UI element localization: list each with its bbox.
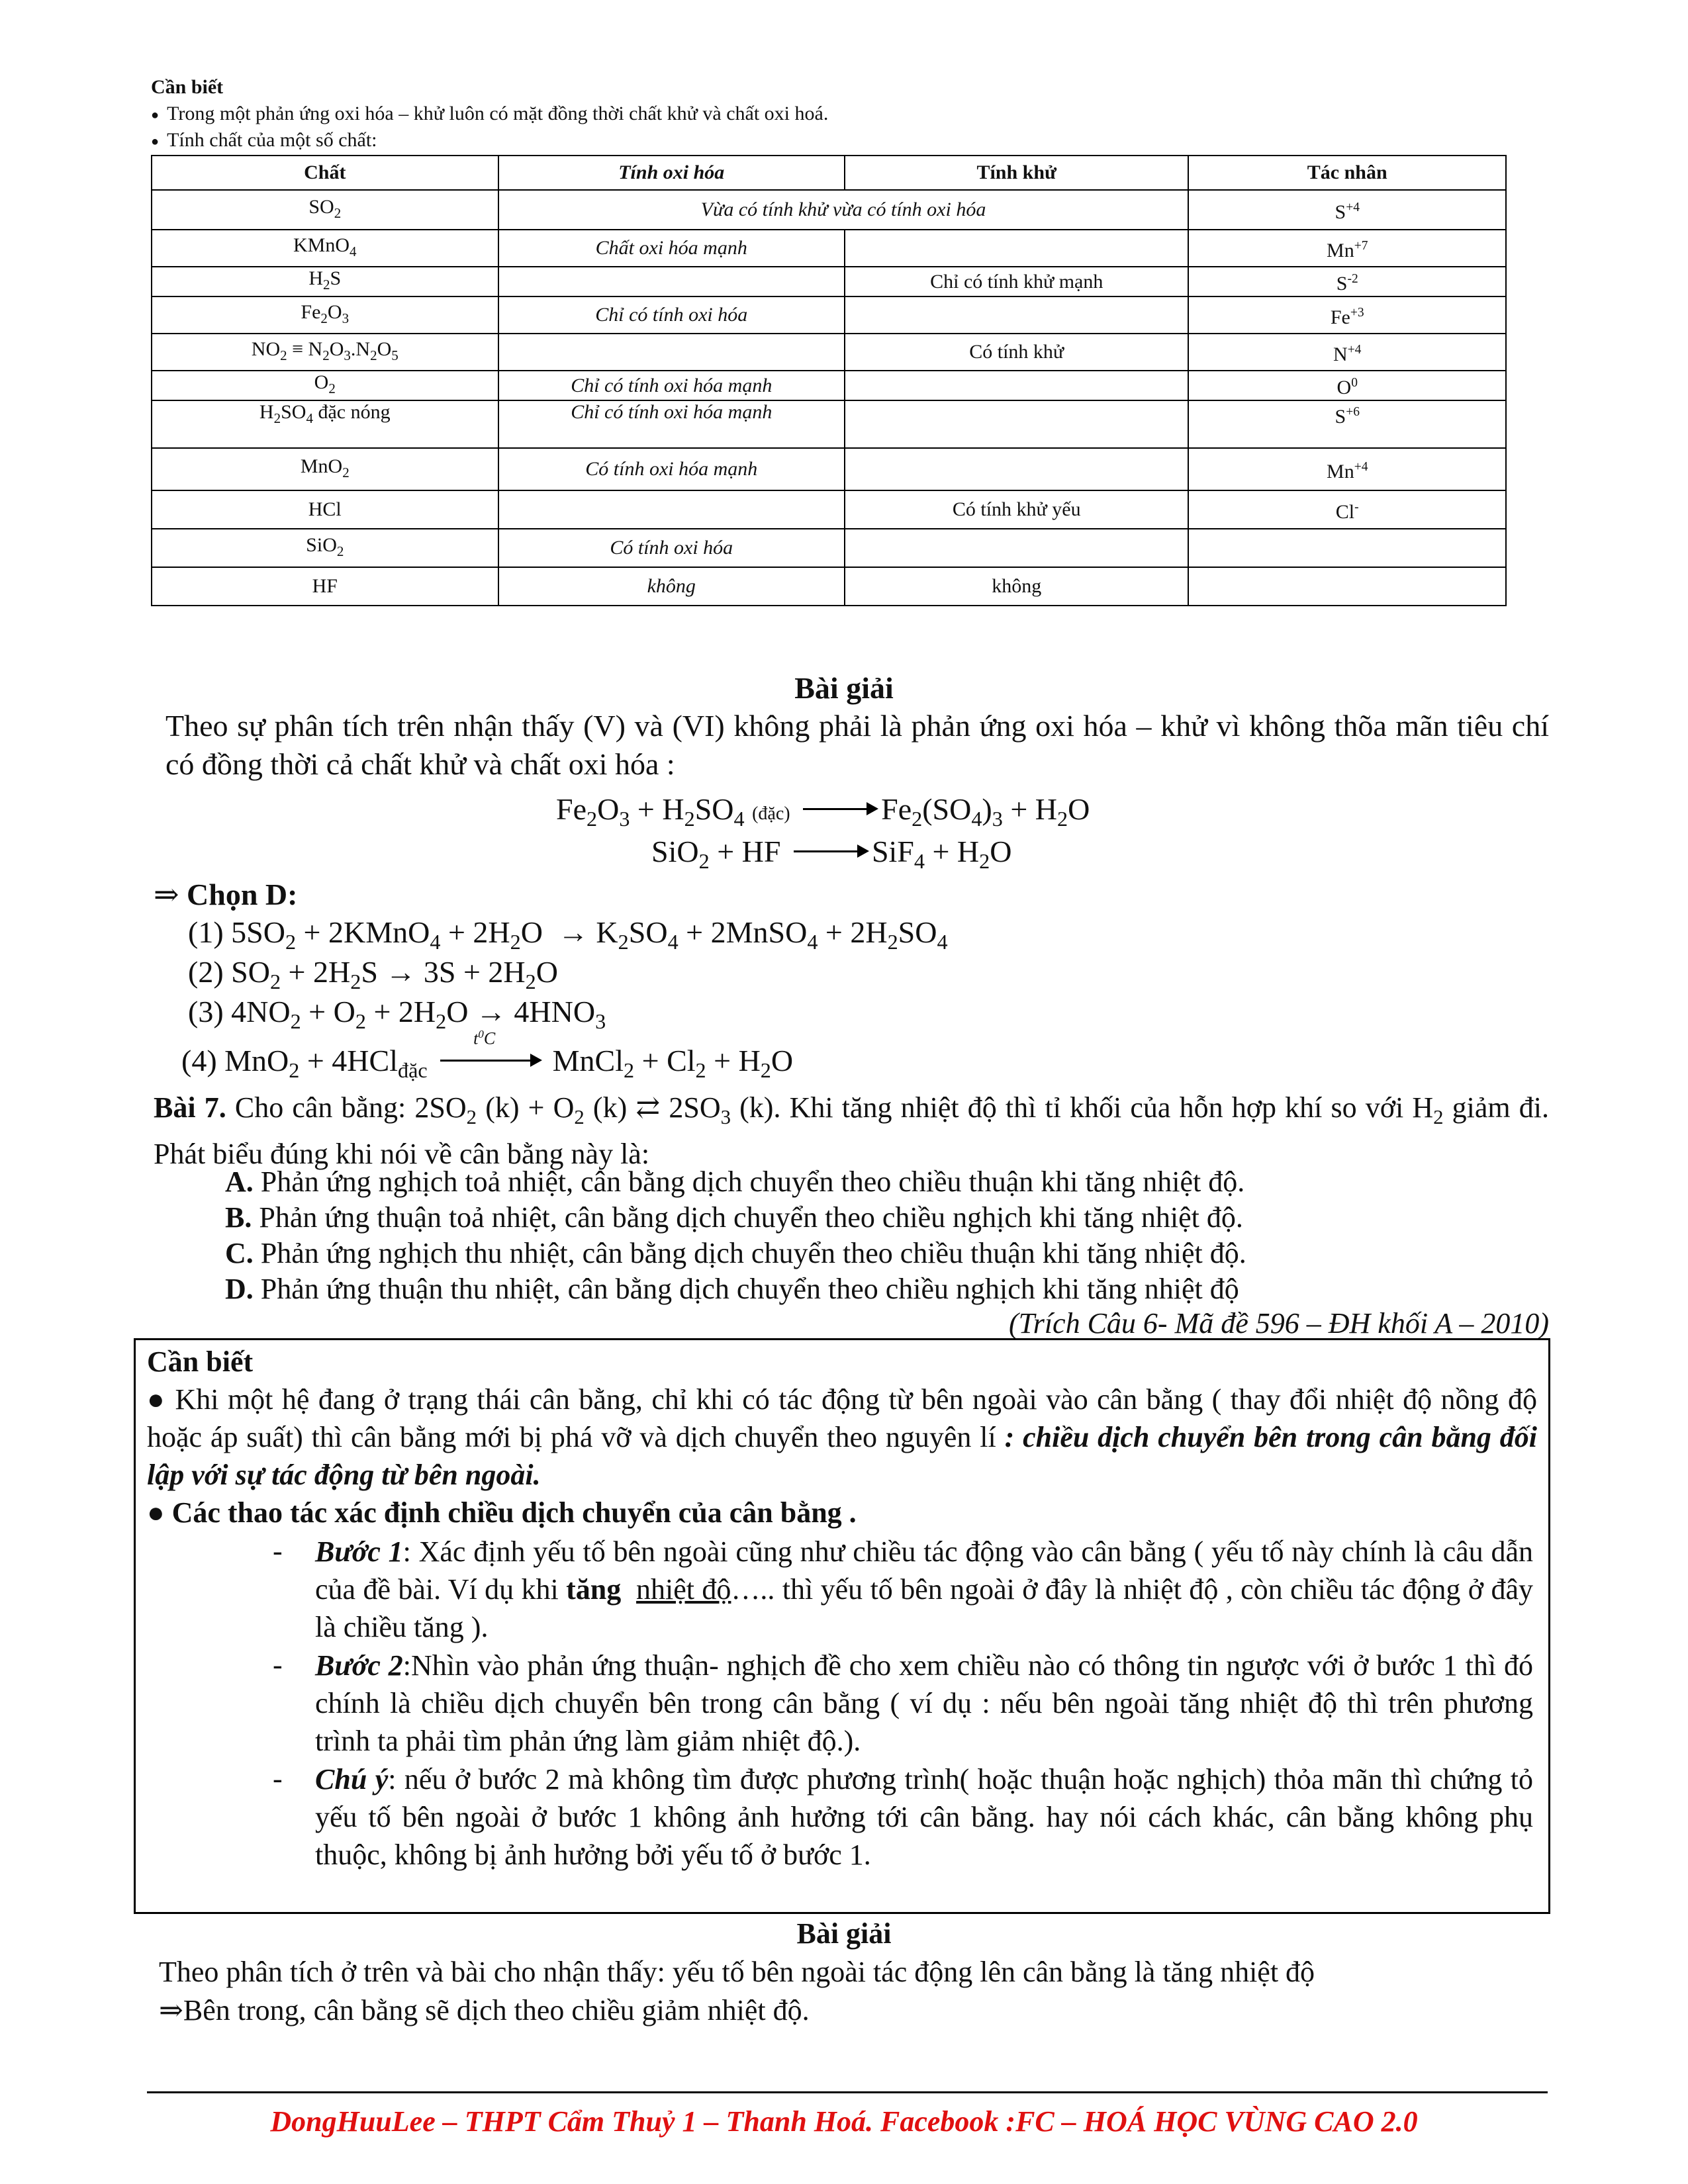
- reaction-4: (4) MnO$_2$ + 4HCl$_{đặc}$ $t^0C$ MnCl$_2$ + $Cl_2 + H_2O$: [181, 1028, 794, 1083]
- option-b[interactable]: B. Phản ứng thuận toả nhiệt, cân bằng dịch chuyển theo chiều nghịch khi tăng nhiệt độ.: [225, 1201, 1243, 1234]
- step1-text: Bước 1: Xác định yếu tố bên ngoài cũng như chiều tác động vào cân bằng ( yếu tố này chính là câu dẫn của đề bài. Ví dụ khi tăng nhiệt độ….. thì yếu tố bên ngoài ở đây là nhiệt độ , còn chiều tác động ở đây là chiều tăng ).: [315, 1535, 1533, 1643]
- cell-tac-nhan: [1188, 529, 1506, 567]
- cell-khu: [845, 529, 1188, 567]
- cell-oxi: [498, 267, 845, 296]
- cell-tac-nhan: $Mn^{+7}$: [1188, 230, 1506, 267]
- cell-oxi: [498, 490, 845, 529]
- cell-chat: HF: [152, 567, 498, 606]
- cell-oxi: Chỉ có tính oxi hóa mạnh: [498, 371, 845, 400]
- table-row: [152, 400, 1506, 448]
- header-tinh-oxi-hoa: Tính oxi hóa: [498, 156, 845, 190]
- can-biet-2-title: Cần biết: [147, 1345, 254, 1378]
- cell-chat: SiO$_2$: [152, 529, 498, 567]
- table-row: [152, 190, 1506, 230]
- cell-khu: [845, 230, 1188, 267]
- table-row: [152, 567, 1506, 606]
- cell-khu: Có tính khử yếu: [845, 490, 1188, 529]
- cell-khu: [845, 296, 1188, 334]
- can-biet-2-p1: ● Khi một hệ đang ở trạng thái cân bằng, chỉ khi có tác động từ bên ngoài vào cân bằng ( thay đổi nhiệt độ nồng độ hoặc áp suất) thì cân bằng mới bị phá vỡ và dịch chuyển theo nguyên lí : chiều dịch chuyển bên trong cân bằng đối lập với sự tác động từ bên ngoài.: [147, 1383, 1538, 1491]
- header-chat: Chất: [152, 156, 498, 190]
- footer-divider: [147, 2091, 1548, 2093]
- cell-oxi: Chỉ có tính oxi hóa mạnh: [498, 400, 845, 448]
- table-header-row: [152, 156, 1506, 190]
- cell-chat: $NO_2 \equiv N_2O_3.N_2O_5$: [152, 334, 498, 371]
- option-d[interactable]: D. Phản ứng thuận thu nhiệt, cân bằng dịch chuyển theo chiều nghịch khi tăng nhiệt độ: [225, 1273, 1239, 1305]
- cell-tac-nhan: [1188, 567, 1506, 606]
- arrow-icon: [440, 1060, 539, 1062]
- cell-chat: HCl: [152, 490, 498, 529]
- cell-chat: KMnO$_4$: [152, 230, 498, 267]
- can-biet-2-p2: ● Các thao tác xác định chiều dịch chuyển của cân bằng .: [147, 1496, 857, 1529]
- table-row: [152, 529, 1506, 567]
- cell-oxi: Chất oxi hóa mạnh: [498, 230, 845, 267]
- bai-giai-2-title: Bài giải: [796, 1917, 892, 1950]
- equation-fe2o3: $Fe_2O_3 + H_2SO_4$ (đặc) $Fe_2(SO_4)_3 + H_2O$: [556, 792, 1090, 831]
- footer-text: DongHuuLee – THPT Cẩm Thuỷ 1 – Thanh Hoá. Facebook :FC – HOÁ HỌC VÙNG CAO 2.0: [270, 2105, 1418, 2138]
- cell-oxi: [498, 334, 845, 371]
- table-row: [152, 230, 1506, 267]
- step2-dash: -: [273, 1649, 283, 1681]
- cell-tac-nhan: $S^{+4}$: [1188, 190, 1506, 230]
- implies-icon: ⇒: [159, 1994, 183, 2026]
- arrow-icon: [794, 850, 867, 852]
- table-row: [152, 371, 1506, 400]
- bai-giai-2-line1: Theo phân tích ở trên và bài cho nhận thấy: yếu tố bên ngoài tác động lên cân bằng là tăng nhiệt độ: [159, 1956, 1315, 1988]
- cell-tac-nhan: $Fe^{+3}$: [1188, 296, 1506, 334]
- cell-khu: không: [845, 567, 1188, 606]
- choose-answer: ⇒ Chọn D:: [154, 878, 298, 911]
- cell-khu: Có tính khử: [845, 334, 1188, 371]
- cell-chat: MnO$_2$: [152, 448, 498, 490]
- cell-tac-nhan: $S^{+6}$: [1188, 400, 1506, 448]
- table-row: [152, 448, 1506, 490]
- step1-dash: -: [273, 1535, 283, 1567]
- table-row: [152, 490, 1506, 529]
- cell-chat: $H_2SO_4$ đặc nóng: [152, 400, 498, 448]
- properties-table: [151, 155, 1507, 606]
- can-biet-title: Cần biết: [151, 76, 224, 98]
- can-biet-line-2: ● Tính chất của một số chất:: [151, 127, 377, 155]
- cell-tac-nhan: $Mn^{+4}$: [1188, 448, 1506, 490]
- cell-tac-nhan: $S^{-2}$: [1188, 267, 1506, 296]
- reaction-3: (3) $4NO_2 + O_2 + 2H_2O \to 4HNO_3$: [188, 995, 606, 1034]
- bai-giai-2-line2: ⇒Bên trong, cân bằng sẽ dịch theo chiều giảm nhiệt độ.: [159, 1994, 810, 2026]
- table-row: [152, 296, 1506, 334]
- bai-giai-1-paragraph: Theo sự phân tích trên nhận thấy (V) và (VI) không phải là phản ứng oxi hóa – khử vì không thõa mãn tiêu chí có đồng thời cả chất khử và chất oxi hóa :: [165, 709, 1549, 781]
- cell-oxi: Chỉ có tính oxi hóa: [498, 296, 845, 334]
- step2-text: Bước 2:Nhìn vào phản ứng thuận- nghịch đề cho xem chiều nào có thông tin ngược với ở bước 1 thì đó chính là chiều dịch chuyển bên trong cân bằng ( ví dụ : nếu bên ngoài tăng nhiệt độ thì trên phương trình ta phải tìm phản ứng làm giảm nhiệt độ.).: [315, 1649, 1533, 1757]
- bai-giai-1-title: Bài giải: [794, 671, 894, 705]
- cell-khu: [845, 448, 1188, 490]
- option-c[interactable]: C. Phản ứng nghịch thu nhiệt, cân bằng dịch chuyển theo chiều thuận khi tăng nhiệt độ.: [225, 1237, 1246, 1269]
- cell-khu: [845, 371, 1188, 400]
- cell-chat: $H_2S$: [152, 267, 498, 296]
- cell-oxi: không: [498, 567, 845, 606]
- cell-oxi: Có tính oxi hóa: [498, 529, 845, 567]
- implies-icon: ⇒: [154, 878, 179, 911]
- cell-khu: [845, 400, 1188, 448]
- cell-oxi: Có tính oxi hóa mạnh: [498, 448, 845, 490]
- note-text: Chú ý: nếu ở bước 2 mà không tìm được phương trình( hoặc thuận hoặc nghịch) thỏa mãn thì chứng tỏ yếu tố bên ngoài ở bước 1 không ảnh hưởng tới cân bằng. hay nói cách khác, cân bằng không phụ thuộc, không bị ảnh hưởng bởi yếu tố ở bước 1.: [315, 1763, 1533, 1871]
- cell-tac-nhan: $O^0$: [1188, 371, 1506, 400]
- table-row: [152, 334, 1506, 371]
- table-row: [152, 267, 1506, 296]
- arrow-icon: [803, 808, 876, 810]
- cell-chat: $O_2$: [152, 371, 498, 400]
- cell-tac-nhan: $N^{+4}$: [1188, 334, 1506, 371]
- option-a[interactable]: A. Phản ứng nghịch toả nhiệt, cân bằng dịch chuyển theo chiều thuận khi tăng nhiệt độ.: [225, 1165, 1245, 1198]
- reaction-1: (1) $5SO_2$ + 2KMnO$_4$ + $2H_2O \to K_2SO_4$ + 2MnSO$_4$ + $2H_2SO_4$: [188, 915, 948, 954]
- question-source: (Trích Câu 6- Mã đề 596 – ĐH khối A – 2010): [1009, 1307, 1549, 1340]
- header-tac-nhan: Tác nhân: [1188, 156, 1506, 190]
- cell-chat: $Fe_2O_3$: [152, 296, 498, 334]
- can-biet-line-1: ● Trong một phản ứng oxi hóa – khử luôn có mặt đồng thời chất khử và chất oxi hoá.: [151, 101, 828, 128]
- cell-chat: $SO_2$: [152, 190, 498, 230]
- reaction-2: (2) $SO_2 + 2H_2S \to 3S + 2H_2O$: [188, 955, 558, 994]
- equation-sio2: SiO$_2$ + HF $SiF_4 + H_2O$: [651, 835, 1012, 874]
- cell-tac-nhan: Cl-: [1188, 490, 1506, 529]
- cell-oxi-khu: Vừa có tính khử vừa có tính oxi hóa: [498, 190, 1189, 230]
- cell-khu: Chỉ có tính khử mạnh: [845, 267, 1188, 296]
- header-tinh-khu: Tính khử: [845, 156, 1188, 190]
- note-dash: -: [273, 1762, 283, 1795]
- bai7-question: Bài 7. Cho cân bằng: $2SO_2$ $(k) + O_2$ (k) ⇄ $2SO_3$ (k). Khi tăng nhiệt độ thì tỉ khối của hỗn hợp khí so với $H_2$ giảm đi. Phát biểu đúng khi nói về cân bằng này là:: [154, 1091, 1550, 1170]
